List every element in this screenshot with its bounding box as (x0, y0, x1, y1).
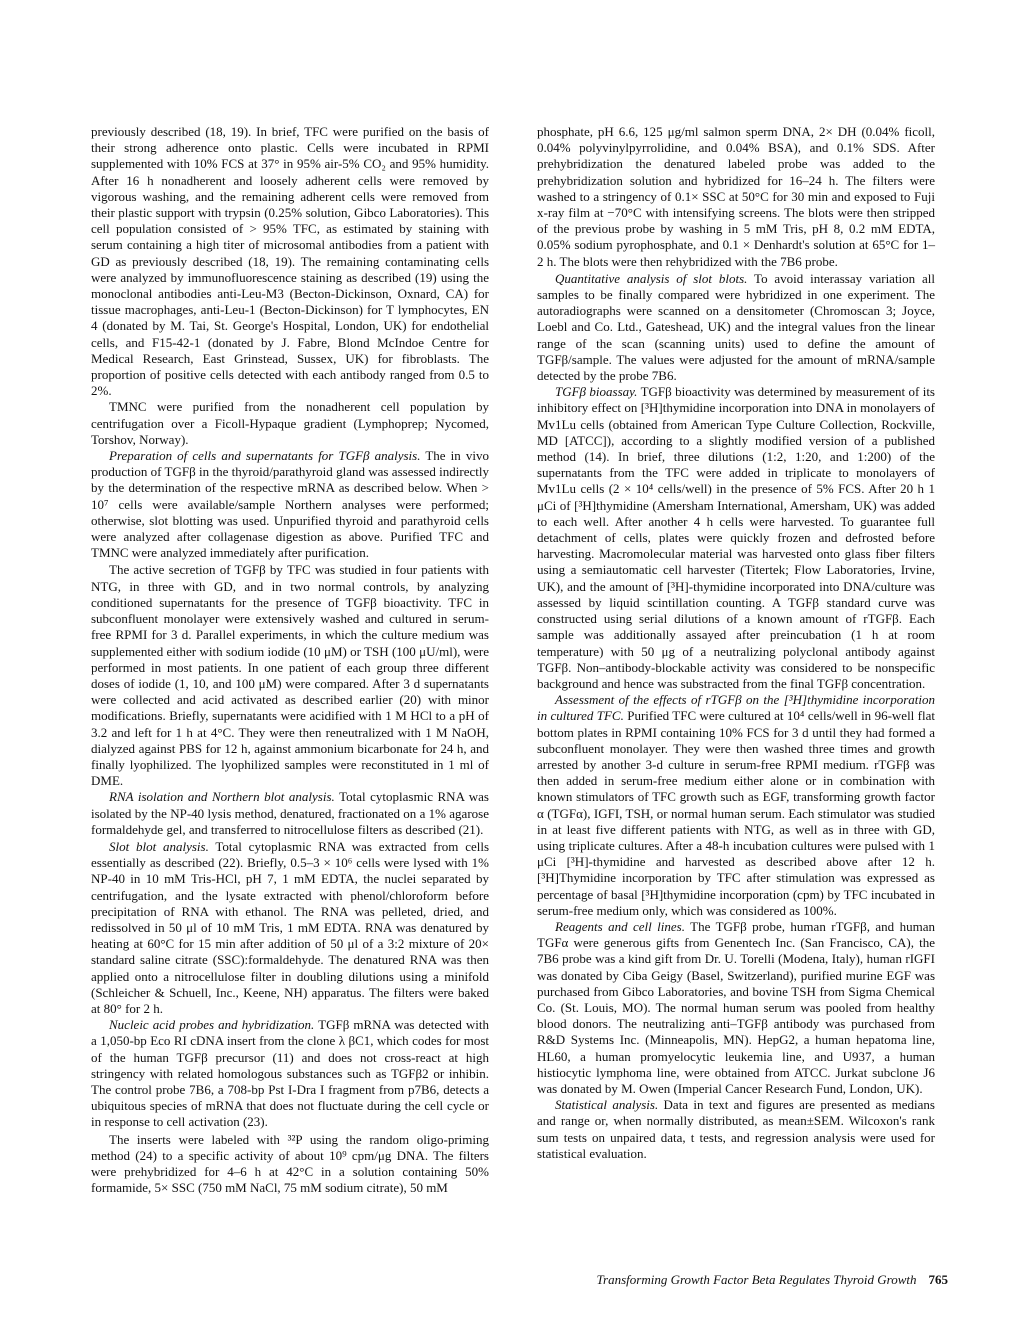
paragraph (537, 271, 935, 384)
paragraph (91, 448, 489, 561)
paragraph-text: Data in text and figures are presented as medians and range or, when normally distributed, as mean±SEM. Wilcoxon's rank sum tests on unpaired data, t tests, and regression analysis were used for statistical evaluation. (537, 1097, 935, 1161)
paragraph-text: The in vivo production of TGFβ in the thyroid/parathyroid gland was assessed indirectly by the determination of the respective mRNA as described below. When > 10⁷ cells were available/sample Northern analyses were performed; otherwise, slot blotting was used. Unpurified thyroid and parathyroid cells were analyzed after collagenase digestion as above. Purified TFC and TMNC were analyzed immediately after purification. (91, 448, 489, 561)
paragraph-heading: RNA isolation and Northern blot analysis. (109, 789, 335, 805)
paragraph (537, 384, 935, 692)
paragraph-text: TGFβ bioactivity was determined by measurement of its inhibitory effect on [³H]thymidine incorporation into DNA in monolayers of Mv1Lu cells (obtained from American Type Culture Collection, Rockville, MD [ATCC]), according to a slightly modified version of a published method (14). In brief, three dilutions (1:2, 1:20, and 1:200) of the supernatants from the TFC were added in triplicate to monolayers of Mv1Lu cells (2 × 10⁴ cells/well) in the presence of 5% FCS. After 20 h 1 μCi of [³H]thymidine (Amersham International, Amersham, UK) was added to each well. After another 4 h cells were harvested. To guarantee full detachment of cells, plates were quickly frozen and defrosted before harvesting. Macromolecular material was harvested onto glass fiber filters using a semiautomatic cell harvester (Titertek; Flow Laboratories, Irvine, UK), and the amount of [³H]-thymidine incorporated into DNA/culture was assessed by liquid scintillation counting. A TGFβ standard curve was constructed using serial dilutions of a known amount of rTGFβ. Each sample was additionally assayed after preincubation (1 h at room temperature) with 50 μg of a neutralizing polyclonal antibody against TGFβ. Non–antibody-blockable activity was considered to be nonspecific background and hence was substracted from the final TGFβ concentration. (537, 384, 935, 691)
paragraph-text: TMNC were purified from the nonadherent cell population by centrifugation over a Ficoll-Hypaque gradient (Lymphoprep; Nycomed, Torshov, Norway). (91, 399, 489, 447)
paragraph-heading: Slot blot analysis. (109, 838, 209, 854)
page-number: 765 (928, 1272, 948, 1287)
running-title: Transforming Growth Factor Beta Regulates Thyroid Growth (596, 1272, 917, 1287)
paragraph-text: To avoid interassay variation all samples to be finally compared were hybridized in one experiment. The autoradiographs were scanned on a densitometer (Chromoscan 3; Joyce, Loebl and Co. Ltd., Gateshead, UK) and the integral values fron the linear range of the scan (scanning units) used to define the amount of TGFβ/sample. The values were adjusted for the amount of mRNA/sample detected by the probe 7B6. (537, 270, 936, 384)
paragraph-text: Purified TFC were cultured at 10⁴ cells/well in 96-well flat bottom plates in RPMI containing 10% FCS for 3 d until they had formed a subconfluent monolayer. They were then washed three times and growth arrested by another 3-d culture in serum-free RPMI medium. rTGFβ was then added in serum-free medium either alone or in combination with known stimulators of TFC growth such as EGF, transforming growth factor α (TGFα), IGFI, TSH, or normal human serum. Each stimulator was studied in at least five different patients with NTG, as well as in three with GD, using triplicate cultures. After a 48-h incubation cultures were pulsed with 1 μCi [³H]-thymidine and harvested as described above after 12 h. [³H]Thymidine incorporation by TFC after stimulation was expressed as percentage of basal [³H]thymidine incorporation (cpm) by TFC incubated in serum-free medium only, which was considered as 100%. (537, 708, 936, 918)
paragraph (91, 124, 489, 399)
paragraph-text: The active secretion of TGFβ by TFC was studied in four patients with NTG, in three with GD, and in two normal controls, by analyzing conditioned supernatants for the presence of TGFβ bioactivity. TFC in subconfluent monolayer were extensively washed and cultured in serum-free RPMI for 3 d. Parallel experiments, in which the culture medium was supplemented either with sodium iodide (10 μM) or TSH (100 μU/ml), were performed in most patients. In one patient of each group three different doses of iodide (1, 10, and 100 μM) were compared. After 3 d supernatants were collected and acid activated as described earlier (20) with minor modifications. Briefly, supernatants were acidified with 1 M HCl to a pH of 3.2 and left for 1 h at 4°C. They were then reneutralized with 1 M NaOH, dialyzed against PBS for 12 h, against ammonium bicarbonate for 24 h, and finally lyophilized. The lyophilized samples were reconstituted in 1 ml of DME. (91, 562, 489, 789)
paragraph-text: Total cytoplasmic RNA was isolated by the NP-40 lysis method, denatured, fractionated on a 1% agarose formaldehyde gel, and transferred to nitrocellulose filters as described (21). (91, 789, 489, 837)
paragraph-text: The TGFβ probe, human rTGFβ, and human TGFα were generous gifts from Genentech Inc. (San Francisco, CA), the 7B6 probe was a kind gift from Dr. U. Torelli (Modena, Italy), human rIGFI was donated by Ciba Geigy (Basel, Switzerland), purified murine EGF was purchased from Gibco Laboratories, and bovine TSH from Sigma Chemical Co. (St. Louis, MO). The normal human serum was pooled from healthy blood donors. The neutralizing anti–TGFβ antibody was purchased from R&D Systems Inc. (Minneapolis, MN). HepG2, a human hepatoma line, HL60, a human promyelocytic leukemia line, and U937, a human histiocytic lymphoma line, were obtained from ATCC. Jurkat subclone J6 was donated by M. Owen (Imperial Cancer Research Fund, London, UK). (537, 918, 935, 1096)
paragraph-heading: Statistical analysis. (555, 1097, 659, 1113)
paragraph (537, 124, 935, 270)
paragraph (537, 1097, 935, 1162)
paragraph-heading: TGFβ bioassay. (555, 384, 638, 400)
right-column (537, 124, 935, 1162)
paragraph-text: previously described (18, 19). In brief, TFC were purified on the basis of their strong adherence onto plastic. Cells were incubated in RPMI supplemented with 10% FCS at 37° in 95% air-5% CO₂ and 95% humidity. After 16 h nonadherent and loosely adherent cells were removed by vigorous washing, and the remaining adherent cells were removed from their plastic support with trypsin (0.25% solution, Gibco Laboratories). This cell population consisted of > 95% TFC, as estimated by staining with serum containing a high titer of microsomal antibodies from a patient with GD as previously described (18, 19). The remaining contaminating cells were analyzed by immunofluorescence staining as described (19) using the monoclonal antibodies anti-Leu-M3 (Becton-Dickinson, Oxnard, CA) for tissue macrophages, anti-Leu-1 (Becton-Dickinson) for T lymphocytes, EN 4 (donated by M. Tai, St. George's Hospital, London, UK) for endothelial cells, and F15-42-1 (donated by J. Fabre, Blond McIndoe Centre for Medical Research, East Grinstead, Sussex, UK) for fibroblasts. The proportion of positive cells detected with each antibody ranged from 0.5 to 2%. (91, 124, 489, 399)
paragraph-heading: Assessment of the effects of rTGFβ on the [³H]thymidine incorporation in cultured TFC. (537, 692, 935, 724)
paragraph (91, 562, 489, 789)
left-column (91, 124, 489, 1196)
paragraph (537, 919, 935, 1097)
paragraph-text: phosphate, pH 6.6, 125 μg/ml salmon sperm DNA, 2× DH (0.04% ficoll, 0.04% polyvinylpyrrolidine, and 0.04% BSA), and 0.1% SDS. After prehybridization the denatured labeled probe was added to the prehybridization solution and hybridized for 16–24 h. The filters were washed to a stringency of 0.1× SSC at 50°C for 30 min and exposed to Fuji x-ray film at −70°C with intensifying screens. The blots were then stripped of the previous probe by washing in 5 mM Tris, pH 8, 0.2 mM EDTA, 0.05% sodium pyrophosphate, and 0.1 × Denhardt's solution at 65°C for 1–2 h. The blots were then rehybridized with the 7B6 probe. (537, 124, 935, 269)
paragraph-heading: Reagents and cell lines. (555, 918, 685, 934)
page-footer (508, 1272, 948, 1288)
paragraph-text: TGFβ mRNA was detected with a 1,050-bp Eco RI cDNA insert from the clone λ βC1, which codes for most of the human TGFβ precursor (11) and does not cross-react at high stringency with related homologous substances such as TGFβ2 or inhibin. The control probe 7B6, a 708-bp Pst I-Dra I fragment from p7B6, detects a ubiquitous species of mRNA that does not fluctuate during the cell cycle or in response to cell activation (23). (91, 1017, 490, 1130)
paragraph-heading: Quantitative analysis of slot blots. (555, 270, 748, 286)
paragraph-heading: Preparation of cells and supernatants for TGFβ analysis. (109, 448, 421, 464)
paragraph (91, 1132, 489, 1197)
paragraph (537, 692, 935, 919)
paragraph (91, 1017, 489, 1130)
paragraph-heading: Nucleic acid probes and hybridization. (109, 1017, 315, 1033)
paragraph (91, 399, 489, 448)
paragraph-text: The inserts were labeled with ³²P using the random oligo-priming method (24) to a specific activity of about 10⁹ cpm/μg DNA. The filters were prehybridized for 4–6 h at 42°C in a solution containing 50% formamide, 5× SSC (750 mM NaCl, 75 mM sodium citrate), 50 mM (91, 1131, 489, 1196)
paragraph-text: Total cytoplasmic RNA was extracted from cells essentially as described (22). Briefly, 0.5–3 × 10⁶ cells were lysed with 1% NP-40 in 10 mM Tris-HCl, pH 7, 1 mM EDTA, the nuclei separated by centrifugation, and the lysate extracted with phenol/chloroform before precipitation of RNA with ethanol. The RNA was pelleted, dried, and redissolved in 50 μl of 10 mM Tris, 1 mM EDTA. RNA was denatured by heating at 60°C for 15 min after addition of 50 μl of a 3:2 mixture of 20× standard saline citrate (SSC):formaldehyde. The denatured RNA was then applied onto a nitrocellulose filter in doubling dilutions using a minifold (Schleicher & Schuell, Inc., Keene, NH) apparatus. The filters were baked at 80° for 2 h. (91, 838, 490, 1016)
paragraph (91, 789, 489, 838)
paragraph (91, 839, 489, 1017)
